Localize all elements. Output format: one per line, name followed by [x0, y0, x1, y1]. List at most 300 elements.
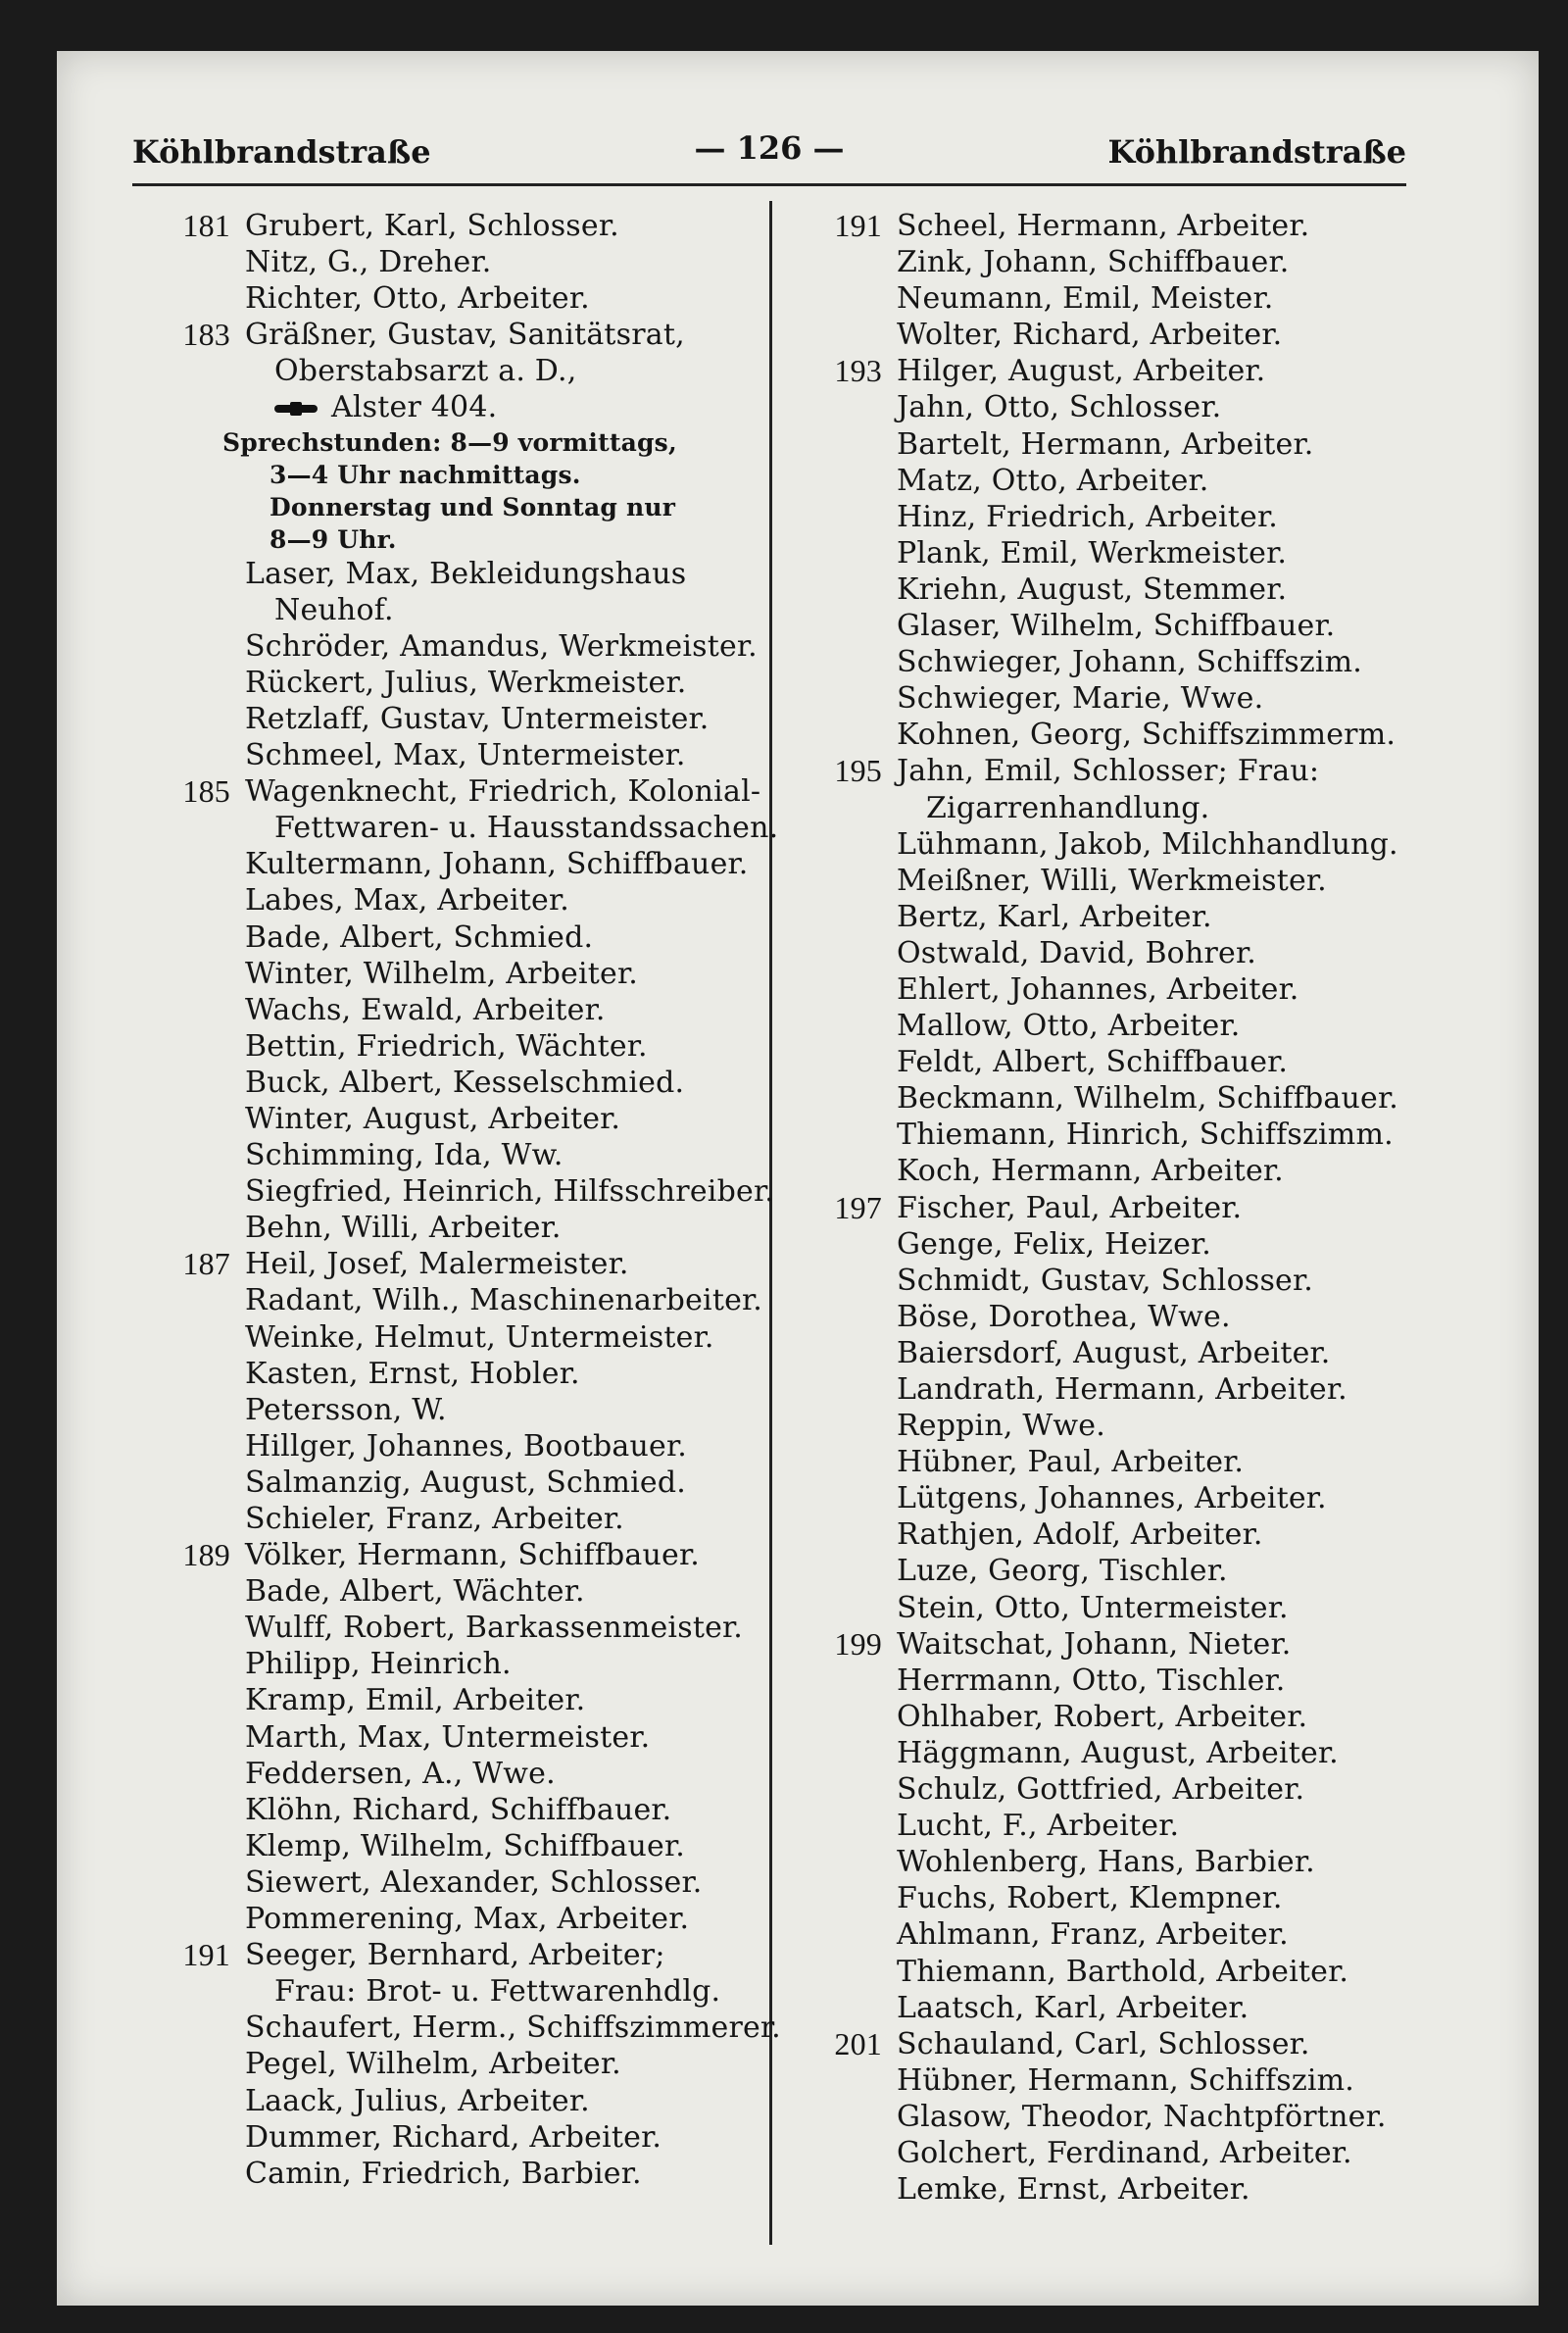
entry-text: Marth, Max, Untermeister. — [245, 1719, 651, 1755]
entry-text: Hillger, Johannes, Bootbauer. — [245, 1428, 687, 1464]
directory-entry — [784, 644, 1411, 680]
directory-entry — [132, 1392, 760, 1428]
resident-text — [897, 1516, 1263, 1553]
entry-text: Fuchs, Robert, Klempner. — [897, 1881, 1283, 1916]
entry-text: Philipp, Heinrich. — [245, 1647, 512, 1682]
resident-text — [245, 556, 686, 592]
directory-entry — [132, 1792, 760, 1828]
directory-entry — [132, 1756, 760, 1792]
entry-text: Schaufert, Herm., Schiffszimmerer. — [245, 2010, 781, 2046]
directory-entry — [132, 882, 760, 918]
directory-entry — [784, 2099, 1411, 2135]
directory-entry — [132, 665, 760, 701]
entry-text: Fettwaren- u. Hausstandssachen. — [274, 811, 779, 846]
entry-text: Sprechstunden: 8—9 vormittags, — [222, 427, 677, 457]
directory-entry — [784, 535, 1411, 571]
house-number: 189 — [182, 1537, 230, 1573]
directory-entry — [132, 1573, 760, 1610]
directory-entry — [784, 1080, 1411, 1117]
entry-text: Winter, August, Arbeiter. — [245, 1101, 621, 1136]
entry-text: Schauland, Carl, Schlosser. — [897, 2026, 1310, 2061]
entry-text: 3—4 Uhr nachmittags. — [270, 460, 581, 489]
resident-text — [245, 1392, 447, 1428]
entry-text: Bartelt, Hermann, Arbeiter. — [897, 426, 1314, 462]
entry-text: Genge, Felix, Heizer. — [897, 1226, 1212, 1262]
resident-text — [897, 1663, 1286, 1699]
directory-entry — [784, 1444, 1411, 1480]
house-number: 195 — [834, 753, 882, 789]
entry-text: Hinz, Friedrich, Arbeiter. — [897, 499, 1278, 534]
directory-entry — [784, 1117, 1411, 1153]
entry-text: Zink, Johann, Schiffbauer. — [897, 245, 1290, 280]
directory-entry — [132, 1101, 760, 1137]
entry-text: Ahlmann, Franz, Arbeiter. — [897, 1917, 1289, 1953]
house-number: 201 — [834, 2025, 882, 2061]
entry-text: Oberstabsarzt a. D., — [274, 354, 577, 389]
resident-text — [245, 1537, 700, 1573]
directory-entry — [132, 1537, 760, 1573]
entry-text: Schwieger, Marie, Wwe. — [897, 681, 1264, 717]
resident-text — [897, 389, 1221, 425]
left-column — [132, 208, 781, 2192]
entry-text: Wachs, Ewald, Arbeiter. — [245, 992, 606, 1027]
entry-text: Siewert, Alexander, Schlosser. — [245, 1864, 703, 1900]
resident-text — [897, 1444, 1244, 1480]
resident-text — [245, 2119, 662, 2156]
entry-text: 8—9 Uhr. — [270, 524, 397, 554]
entry-text: Beckmann, Wilhelm, Schiffbauer. — [897, 1081, 1398, 1117]
entry-text: Kohnen, Georg, Schiffszimmerm. — [897, 718, 1396, 753]
entry-text: Rathjen, Adolf, Arbeiter. — [897, 1517, 1263, 1553]
resident-text — [897, 863, 1327, 899]
resident-text — [897, 1299, 1231, 1335]
directory-entry — [784, 1226, 1411, 1263]
resident-text — [897, 1880, 1283, 1916]
resident-text — [245, 2046, 621, 2082]
directory-entry — [784, 1916, 1411, 1953]
directory-entry — [132, 244, 760, 280]
directory-entry — [132, 846, 760, 882]
entry-text: Reppin, Wwe. — [897, 1409, 1105, 1444]
column-divider — [769, 201, 772, 2245]
entry-text: Schieler, Franz, Arbeiter. — [245, 1502, 624, 1536]
resident-text — [245, 1646, 512, 1682]
directory-entry — [784, 1590, 1411, 1626]
resident-text — [897, 1990, 1249, 2026]
resident-text — [245, 1792, 671, 1828]
resident-text — [245, 2083, 590, 2119]
resident-text — [897, 426, 1313, 463]
resident-text — [245, 1573, 585, 1610]
resident-text — [222, 426, 677, 459]
resident-text — [245, 992, 606, 1028]
directory-entry — [132, 1646, 760, 1682]
directory-entry — [784, 389, 1411, 425]
resident-text — [897, 1553, 1228, 1589]
directory-entry — [784, 863, 1411, 899]
resident-text — [897, 1044, 1288, 1080]
resident-text — [245, 628, 758, 665]
entry-text: Mallow, Otto, Arbeiter. — [897, 1009, 1241, 1044]
entry-text: Thiemann, Hinrich, Schiffszimm. — [897, 1117, 1394, 1153]
entry-text: Zigarrenhandlung. — [926, 790, 1210, 825]
entry-text: Hübner, Paul, Arbeiter. — [897, 1445, 1245, 1480]
entry-text: Richter, Otto, Arbeiter. — [245, 281, 590, 317]
directory-entry — [784, 280, 1411, 317]
entry-text: Herrmann, Otto, Tischler. — [897, 1663, 1286, 1698]
entry-text: Wagenknecht, Friedrich, Kolonial- — [245, 774, 761, 810]
entry-text: Radant, Wilh., Maschinenarbeiter. — [245, 1283, 763, 1318]
resident-text — [897, 353, 1265, 389]
resident-text — [897, 1699, 1307, 1735]
house-number: 183 — [182, 317, 230, 353]
directory-entry — [132, 628, 760, 665]
resident-text — [245, 665, 686, 701]
resident-text — [245, 1719, 650, 1756]
resident-text — [897, 1080, 1398, 1117]
entry-text: Hilger, August, Arbeiter. — [897, 354, 1266, 389]
resident-text — [245, 773, 760, 810]
resident-text — [245, 1828, 685, 1864]
entry-text: Retzlaff, Gustav, Untermeister. — [245, 701, 710, 736]
resident-text — [245, 1901, 689, 1937]
resident-text — [274, 353, 576, 389]
house-number: 197 — [834, 1189, 882, 1225]
directory-entry — [784, 1699, 1411, 1735]
directory-entry — [784, 2026, 1411, 2062]
directory-entry — [132, 1319, 760, 1356]
resident-text — [245, 1356, 580, 1392]
resident-text — [897, 1735, 1339, 1771]
resident-text — [245, 1501, 624, 1537]
resident-text — [897, 1844, 1315, 1880]
directory-entry — [132, 1065, 760, 1101]
right-column — [784, 208, 1411, 2208]
directory-entry — [132, 2119, 760, 2156]
directory-entry — [784, 1044, 1411, 1080]
resident-text — [245, 1756, 556, 1792]
house-number: 193 — [834, 353, 882, 389]
entry-text: Nitz, G., Dreher. — [245, 245, 492, 280]
directory-entry — [784, 499, 1411, 535]
resident-text — [897, 1590, 1289, 1626]
house-number: 187 — [182, 1246, 230, 1282]
directory-entry — [132, 592, 760, 628]
directory-entry — [784, 680, 1411, 717]
directory-entry — [132, 208, 760, 244]
entry-text: Jahn, Emil, Schlosser; Frau: — [897, 754, 1320, 789]
entry-text: Pommerening, Max, Arbeiter. — [245, 1902, 690, 1937]
resident-text — [245, 1137, 564, 1173]
resident-text — [897, 1335, 1331, 1371]
entry-text: Ostwald, David, Bohrer. — [897, 935, 1256, 970]
entry-text: Schröder, Amandus, Werkmeister. — [245, 628, 758, 664]
entry-text: Frau: Brot- u. Fettwarenhdlg. — [274, 1974, 721, 2010]
resident-text — [245, 1864, 702, 1901]
directory-entry — [132, 992, 760, 1028]
directory-entry — [132, 701, 760, 737]
resident-text — [245, 2010, 781, 2046]
resident-text — [897, 1190, 1242, 1226]
resident-text — [897, 1226, 1211, 1263]
entry-text: Böse, Dorothea, Wwe. — [897, 1299, 1231, 1334]
directory-entry — [784, 971, 1411, 1008]
directory-entry — [784, 753, 1411, 789]
resident-text — [245, 1428, 687, 1464]
entry-text: Waitschat, Johann, Nieter. — [897, 1626, 1292, 1662]
entry-text: Thiemann, Barthold, Arbeiter. — [897, 1954, 1349, 1989]
entry-text: Schulz, Gottfried, Arbeiter. — [897, 1772, 1305, 1808]
resident-text — [897, 244, 1289, 280]
entry-text: Labes, Max, Arbeiter. — [245, 883, 569, 918]
entry-text: Buck, Albert, Kesselschmied. — [245, 1065, 685, 1100]
directory-entry — [784, 826, 1411, 863]
resident-text — [897, 1117, 1394, 1153]
resident-text — [245, 701, 710, 737]
house-number: 191 — [834, 208, 882, 243]
resident-text — [897, 535, 1287, 571]
resident-text — [897, 2099, 1387, 2135]
directory-entry — [784, 317, 1411, 353]
resident-text — [274, 389, 497, 425]
directory-entry — [784, 208, 1411, 244]
directory-entry — [132, 773, 760, 810]
directory-entry — [132, 1246, 760, 1282]
directory-entry — [132, 1501, 760, 1537]
entry-text: Bade, Albert, Schmied. — [245, 919, 594, 955]
resident-text — [274, 810, 778, 846]
entry-text: Völker, Hermann, Schiffbauer. — [245, 1538, 700, 1573]
directory-entry — [784, 790, 1411, 826]
entry-text: Donnerstag und Sonntag nur — [270, 492, 676, 521]
resident-text — [245, 1282, 762, 1318]
resident-text — [897, 1808, 1179, 1844]
entry-text: Seeger, Bernhard, Arbeiter; — [245, 1938, 665, 1973]
entry-text: Neuhof. — [274, 592, 394, 627]
house-number: 191 — [182, 1937, 230, 1973]
directory-entry — [132, 737, 760, 773]
directory-entry — [784, 1954, 1411, 1990]
header-rule — [132, 183, 1406, 186]
directory-entry — [132, 1210, 760, 1246]
page-number: — 126 — — [694, 129, 845, 167]
resident-text — [897, 680, 1263, 717]
entry-text: Klöhn, Richard, Schiffbauer. — [245, 1792, 672, 1827]
resident-text — [245, 280, 590, 317]
directory-entry — [132, 1356, 760, 1392]
resident-text — [245, 244, 492, 280]
directory-entry — [784, 571, 1411, 608]
resident-text — [245, 737, 686, 773]
resident-text — [245, 317, 685, 353]
entry-text: Lütgens, Johannes, Arbeiter. — [897, 1481, 1327, 1516]
directory-entry — [132, 1282, 763, 1318]
resident-text — [897, 2026, 1310, 2062]
entry-text: Fischer, Paul, Arbeiter. — [897, 1190, 1243, 1225]
resident-text — [897, 1008, 1240, 1044]
resident-text — [897, 571, 1287, 608]
resident-text — [897, 935, 1256, 971]
entry-text: Wolter, Richard, Arbeiter. — [897, 318, 1283, 353]
resident-text — [245, 208, 619, 244]
entry-text: Gräßner, Gustav, Sanitätsrat, — [245, 318, 685, 353]
directory-entry — [132, 1173, 774, 1210]
entry-text: Meißner, Willi, Werkmeister. — [897, 863, 1327, 898]
resident-text — [245, 1028, 648, 1065]
resident-text — [245, 1210, 562, 1246]
resident-text — [897, 1480, 1327, 1516]
resident-text — [926, 790, 1209, 826]
directory-entry — [784, 1371, 1411, 1408]
directory-entry — [784, 1880, 1411, 1916]
entry-text: Schimming, Ida, Ww. — [245, 1138, 564, 1173]
resident-text — [897, 2135, 1352, 2171]
entry-text: Matz, Otto, Arbeiter. — [897, 463, 1209, 498]
directory-entry — [784, 1480, 1411, 1516]
directory-entry — [784, 1663, 1411, 1699]
office-hours-note — [132, 459, 760, 491]
entry-text: Wulff, Robert, Barkassenmeister. — [245, 1611, 744, 1646]
entry-text: Häggmann, August, Arbeiter. — [897, 1735, 1339, 1770]
directory-entry — [784, 1299, 1411, 1335]
directory-entry — [784, 608, 1411, 644]
entry-text: Alster 404. — [331, 390, 498, 425]
house-number: 181 — [182, 208, 230, 243]
directory-entry — [132, 389, 760, 425]
entry-text: Rückert, Julius, Werkmeister. — [245, 665, 687, 700]
directory-entry — [784, 1408, 1411, 1444]
entry-text: Winter, Wilhelm, Arbeiter. — [245, 956, 638, 991]
resident-text — [270, 459, 581, 491]
entry-text: Bade, Albert, Wächter. — [245, 1574, 585, 1610]
directory-entry — [784, 717, 1411, 753]
resident-text — [897, 1153, 1284, 1189]
resident-text — [897, 971, 1299, 1008]
directory-entry — [784, 1844, 1411, 1880]
entry-text: Hübner, Hermann, Schiffszim. — [897, 2062, 1355, 2098]
running-head-left: Köhlbrandstraße — [132, 133, 431, 171]
entry-text: Bertz, Karl, Arbeiter. — [897, 899, 1212, 934]
resident-text — [245, 1682, 585, 1718]
entry-text: Scheel, Hermann, Arbeiter. — [897, 209, 1310, 243]
directory-entry — [132, 280, 760, 317]
page-header — [132, 127, 1406, 176]
directory-entry — [784, 935, 1411, 971]
entry-text: Glaser, Wilhelm, Schiffbauer. — [897, 609, 1336, 644]
directory-entry — [784, 463, 1411, 499]
entry-text: Schmeel, Max, Untermeister. — [245, 738, 686, 773]
resident-text — [245, 919, 593, 956]
directory-entry — [784, 244, 1411, 280]
office-hours-note — [132, 491, 760, 523]
entry-text: Weinke, Helmut, Untermeister. — [245, 1319, 714, 1355]
directory-entry — [784, 2062, 1411, 2099]
directory-entry — [132, 1682, 760, 1718]
entry-text: Stein, Otto, Untermeister. — [897, 1590, 1289, 1625]
directory-entry — [132, 1901, 760, 1937]
entry-text: Koch, Hermann, Arbeiter. — [897, 1154, 1284, 1189]
directory-entry — [784, 353, 1411, 389]
directory-entry — [132, 1428, 760, 1464]
entry-text: Lucht, F., Arbeiter. — [897, 1809, 1180, 1844]
directory-entry — [784, 1190, 1411, 1226]
resident-text — [245, 956, 638, 992]
entry-text: Kasten, Ernst, Hobler. — [245, 1356, 580, 1391]
resident-text — [274, 1973, 720, 2010]
entry-text: Siegfried, Heinrich, Hilfsschreiber. — [245, 1174, 774, 1210]
entry-text: Feldt, Albert, Schiffbauer. — [897, 1045, 1289, 1080]
resident-text — [270, 523, 397, 556]
entry-text: Ohlhaber, Robert, Arbeiter. — [897, 1699, 1308, 1734]
resident-text — [245, 846, 749, 882]
directory-entry — [784, 1553, 1411, 1589]
resident-text — [245, 1101, 620, 1137]
resident-text — [897, 317, 1282, 353]
directory-entry — [784, 1263, 1411, 1299]
entry-text: Glasow, Theodor, Nachtpförtner. — [897, 2099, 1387, 2134]
directory-entry — [132, 2083, 760, 2119]
directory-entry — [132, 810, 779, 846]
entry-text: Wohlenberg, Hans, Barbier. — [897, 1845, 1315, 1880]
resident-text — [245, 1246, 629, 1282]
directory-entry — [132, 1137, 760, 1173]
entry-text: Schwieger, Johann, Schiffszim. — [897, 645, 1363, 680]
office-hours-note — [132, 426, 760, 459]
resident-text — [245, 1173, 774, 1210]
directory-entry — [132, 1464, 760, 1501]
resident-text — [897, 1916, 1289, 1953]
resident-text — [897, 2171, 1250, 2208]
resident-text — [897, 280, 1273, 317]
entry-text: Behn, Willi, Arbeiter. — [245, 1211, 562, 1246]
directory-entry — [132, 2010, 781, 2046]
entry-text: Kramp, Emil, Arbeiter. — [245, 1683, 586, 1718]
entry-text: Feddersen, A., Wwe. — [245, 1756, 556, 1791]
resident-text — [897, 1626, 1292, 1663]
entry-text: Pegel, Wilhelm, Arbeiter. — [245, 2047, 621, 2082]
resident-text — [897, 644, 1362, 680]
entry-text: Petersson, W. — [245, 1392, 447, 1427]
resident-text — [897, 826, 1398, 863]
resident-text — [897, 2062, 1354, 2099]
directory-entry — [784, 1516, 1411, 1553]
directory-entry — [132, 556, 760, 592]
resident-text — [245, 1464, 686, 1501]
directory-entry — [784, 899, 1411, 935]
resident-text — [897, 499, 1278, 535]
directory-entry — [132, 2046, 760, 2082]
directory-entry — [132, 956, 760, 992]
resident-text — [897, 1371, 1348, 1408]
resident-text — [897, 1771, 1304, 1808]
entry-text: Kriehn, August, Stemmer. — [897, 571, 1288, 607]
directory-entry — [132, 1719, 760, 1756]
entry-text: Laser, Max, Bekleidungshaus — [245, 556, 687, 591]
entry-text: Klemp, Wilhelm, Schiffbauer. — [245, 1828, 685, 1863]
entry-text: Laatsch, Karl, Arbeiter. — [897, 1990, 1250, 2025]
resident-text — [897, 608, 1335, 644]
directory-entry — [784, 1008, 1411, 1044]
entry-text: Luze, Georg, Tischler. — [897, 1554, 1228, 1589]
house-number: 199 — [834, 1625, 882, 1662]
directory-entry — [132, 1610, 760, 1646]
entry-text: Heil, Josef, Malermeister. — [245, 1247, 629, 1282]
entry-text: Schmidt, Gustav, Schlosser. — [897, 1263, 1313, 1298]
directory-entry — [132, 919, 760, 956]
directory-entry — [132, 353, 760, 389]
directory-entry — [132, 1937, 760, 1973]
entry-text: Lühmann, Jakob, Milchhandlung. — [897, 826, 1398, 862]
